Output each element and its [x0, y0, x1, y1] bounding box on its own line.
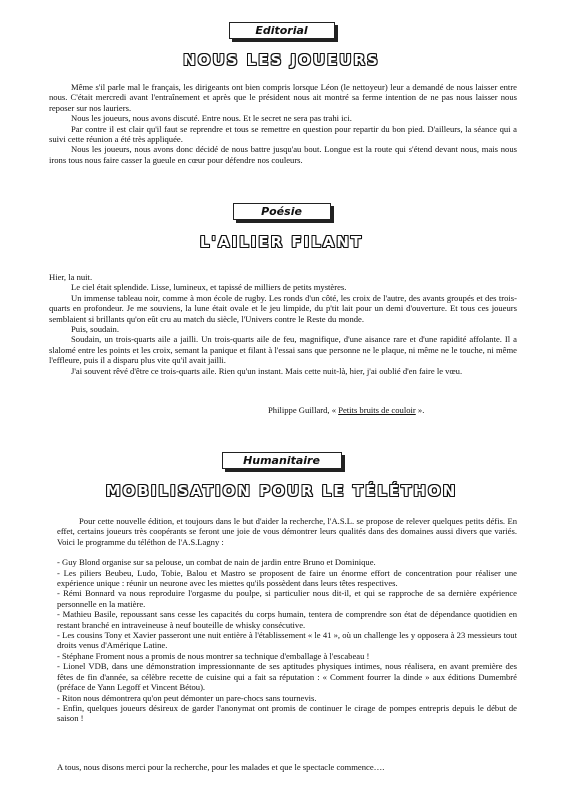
- editorial-paragraph: Par contre il est clair qu'il faut se reprendre et tous se remettre en question pour repartir du bon pied. D'ailleurs, la séance qui a suivi cette réunion a été très appliquée.: [49, 123, 517, 145]
- program-item: - Mathieu Basile, repoussant sans cesse les capacités du corps humain, tentera de comprendre son état de dépendance quotidien en restant branché en intraveineuse à neuf bouteille de whisky consécutive.: [57, 609, 517, 630]
- section-label-poesie: Poésie: [233, 203, 331, 220]
- editorial-paragraph: Nous les joueurs, nous avons discuté. Entre nous. Et le secret ne sera pas trahi ici.: [71, 113, 352, 124]
- poem-signature: Philippe Guillard, « Petits bruits de couloir ».: [268, 405, 425, 415]
- program-item: - Les piliers Beubeu, Ludo, Tobie, Balou et Mastro se proposent de faire un énorme effort de concentration pour réaliser une expérience unique : réunir un neurone avec les miettes qu'ils possèdent dans leurs têtes respectives.: [57, 567, 517, 589]
- poem-line: J'ai souvent rêvé d'être ce trois-quarts aile. Rien qu'un instant. Mais cette nuit-là, hier, j'ai oublié d'en faire le vœu.: [71, 365, 463, 376]
- editorial-paragraph: Même s'il parle mal le français, les dirigeants ont bien compris lorsque Léon (le nettoyeur) leur a demandé de nous laisser entre nous. C'était mercredi avant l'entraînement et après que le président nous ait montré sa ferme intention de ne pas nous laisser nous reposer sur nos lauriers.: [49, 82, 517, 113]
- program-item: - Stéphane Froment nous a promis de nous montrer sa technique d'emballage à l'escabeau !: [57, 650, 370, 661]
- poem-line: Soudain, un trois-quarts aile a jailli. Un trois-quarts aile de feu, magnifique, d'une aisance rare et d'une rapidité affolante. Il a slalomé entre les points et les croix, semant la panique et filant à l'essai sans que personne ne le plaque, ni même ne le touche, ni même l'effleure, puis il a disparu plus vite qu'il avait jailli.: [49, 334, 517, 366]
- editorial-body: [49, 82, 517, 165]
- program-item: - Les cousins Tony et Xavier passeront une nuit entière à l'établissement « le 41 », où un challenge les y opposera à 23 messieurs tout droits venus d'Amérique Latine.: [57, 630, 517, 651]
- humanitaire-closing: A tous, nous disons merci pour la recherche, pour les malades et que le spectacle commence….: [57, 762, 385, 772]
- editorial-paragraph: Nous les joueurs, nous avons donc décidé de nous battre jusqu'au bout. Longue est la route qui s'étend devant nous, mais nous irons tous nous faire casser la gueule en cœur pour défendre nos couleurs.: [49, 144, 517, 165]
- poesie-title: L'AILIER FILANT: [199, 233, 364, 251]
- poem-line: Un immense tableau noir, comme à mon école de rugby. Les ronds d'un côté, les croix de l'autre, des avants groupés et des trois-quarts en profondeur. Je me souviens, la lune était ovale et le jeu limpide, du p'tit lait pour un demi d'ouverture. Et tous ces joueurs semblaient si brillants qu'on eût cru au match du siècle, l'Univers contre le Reste du monde.: [49, 292, 517, 324]
- editorial-title: NOUS LES JOUEURS: [183, 51, 380, 69]
- humanitaire-title: MOBILISATION POUR LE TÉLÉTHON: [105, 482, 458, 500]
- program-item: - Lionel VDB, dans une démonstration impressionnante de ses aptitudes physiques intimes, nous réalisera, en avant première des fêtes de fin d'année, sa célèbre recette de cuisine qui a fait sa réputation : « Comment fourrer la dinde » aux éditions Dumembré (préface de Yann Legoff et Vincent Bétou).: [57, 661, 517, 693]
- program-item: - Enfin, quelques joueurs désireux de garder l'anonymat ont promis de continuer le cirage de pompes entrepris depuis le début de saison !: [57, 702, 517, 724]
- program-item: - Rémi Bonnard va nous reproduire l'orgasme du poulpe, si particulier nous dit-il, et qui se rapproche de sa dernière expérience personnelle en la matière.: [57, 588, 517, 609]
- humanitaire-body: [57, 516, 517, 724]
- section-label-editorial: Editorial: [229, 22, 335, 39]
- humanitaire-intro: Pour cette nouvelle édition, et toujours dans le but d'aider la recherche, l'A.S.L. se propose de relever quelques petits défis. En effet, certains joueurs très coopérants se feront une joie de vous démontrer leurs qualités dans des domaines aussi divers que variés. Voici le programme du téléthon de l'A.S.Lagny :: [57, 516, 517, 547]
- poem-line: Puis, soudain.: [71, 324, 119, 335]
- poem-body: [49, 272, 517, 376]
- book-title: Petits bruits de couloir: [338, 405, 416, 415]
- program-item: - Riton nous démontrera qu'on peut démonter un pare-chocs sans tournevis.: [57, 692, 317, 703]
- program-item: - Guy Blond organise sur sa pelouse, un combat de nain de jardin entre Bruno et Dominique.: [57, 557, 376, 568]
- poem-line: Hier, la nuit.: [49, 272, 93, 282]
- section-label-humanitaire: Humanitaire: [222, 452, 342, 469]
- poem-line: Le ciel était splendide. Lisse, lumineux, et tapissé de milliers de petits mystères.: [71, 282, 347, 293]
